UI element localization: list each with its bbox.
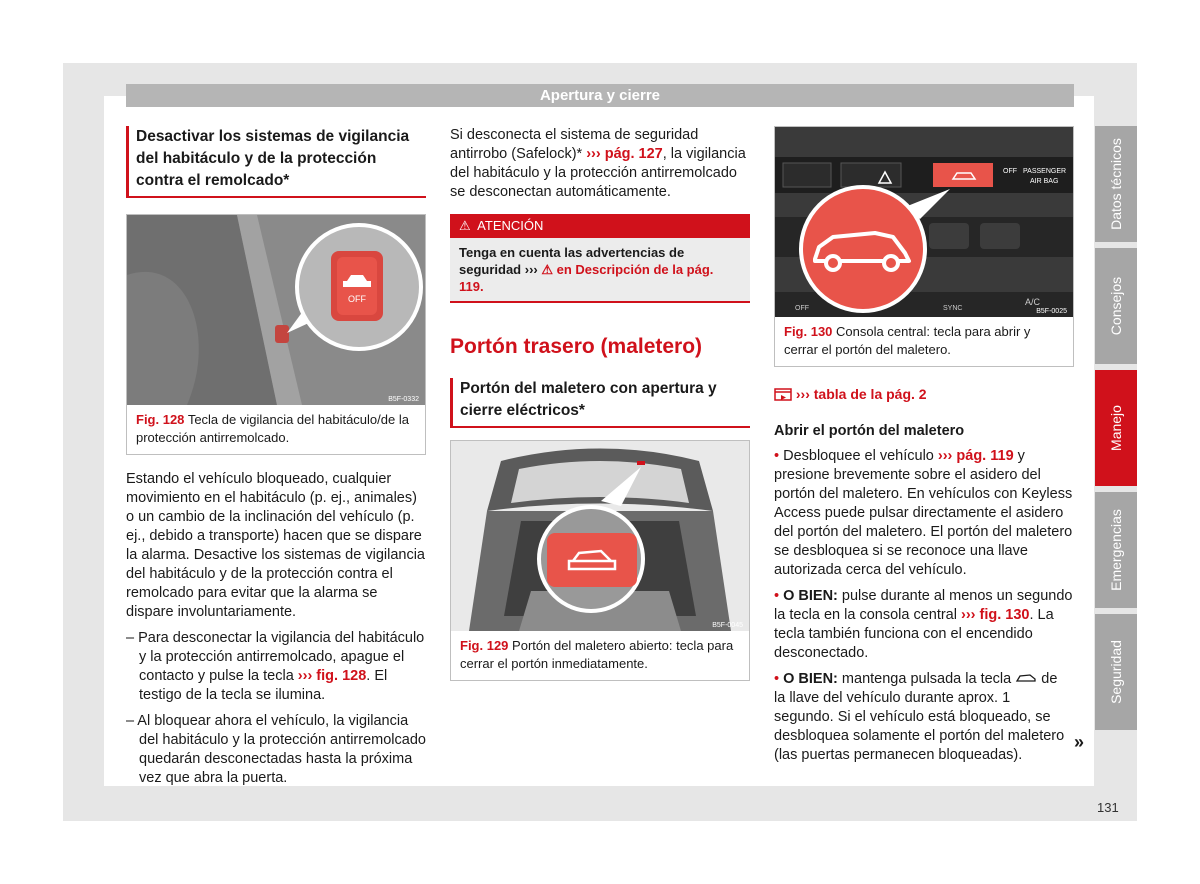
pag-119-link[interactable]: en Descripción de la pág. 119. xyxy=(459,262,714,294)
page-header: Apertura y cierre xyxy=(126,84,1074,107)
figure-129-caption xyxy=(451,631,749,680)
tab-seguridad[interactable]: Seguridad xyxy=(1095,614,1137,730)
figure-number: Fig. 129 xyxy=(460,638,509,653)
bullet-icon: • xyxy=(774,671,780,687)
page-number: 131 xyxy=(1097,800,1119,815)
fig-130-link[interactable]: ››› fig. 130 xyxy=(961,607,1030,623)
warning-triangle-icon: ⚠ xyxy=(541,262,554,277)
caption-text: Tecla de vigilancia del habitáculo/de la protección antirremolcado. xyxy=(136,412,409,445)
airbag-label: AIR BAG xyxy=(1030,178,1059,185)
tab-datos-tecnicos[interactable]: Datos técnicos xyxy=(1095,126,1137,242)
pag-127-link[interactable]: ››› pág. 127 xyxy=(586,146,663,162)
figure-code: B5F-0332 xyxy=(388,396,419,403)
bullet-item-1: • Desbloquee el vehículo ››› pág. 119 y presione brevemente sobre el asidero del portón del maletero. En vehículos con Keyless Access puede pulsar directamente el asidero del portón del maletero. El portón del maletero se desbloquea si se reconoce una llave autorizada cerca del vehículo. xyxy=(774,448,1073,578)
column-right xyxy=(774,126,1085,765)
off-label-bottom: OFF xyxy=(795,305,809,312)
figure-128 xyxy=(126,214,426,455)
bullet-icon: • xyxy=(774,448,780,464)
dash-item-2: – Al bloquear ahora el vehículo, la vigilancia del habitáculo y la protección antirremolcado quedarán desconectadas hasta la próxima vez que abra la puerta. xyxy=(126,713,426,786)
warning-box xyxy=(450,214,750,303)
tabla-pag-2-link[interactable]: ››› tabla de la pág. 2 xyxy=(795,386,927,402)
off-label: OFF xyxy=(1003,168,1017,175)
figure-number: Fig. 128 xyxy=(136,412,185,427)
sync-label: SYNC xyxy=(943,305,963,312)
figure-130-caption xyxy=(775,317,1073,366)
fig-128-link[interactable]: ››› fig. 128 xyxy=(297,668,367,684)
figure-code: B5F-0025 xyxy=(1036,308,1067,315)
figure-129 xyxy=(450,440,750,681)
column-left xyxy=(126,126,426,788)
pag-119-link-2[interactable]: ››› pág. 119 xyxy=(937,448,1014,464)
bullet-icon: • xyxy=(774,588,780,604)
warning-body: Tenga en cuenta las advertencias de seguridad ››› ⚠ en Descripción de la pág. 119. xyxy=(450,238,750,303)
continue-mark: » xyxy=(1074,732,1085,752)
dash-item-1: – Para desconectar la vigilancia del habitáculo y la protección antirremolcado, apague el contacto y pulse la tecla ››› fig. 128. El testigo de la tecla se ilumina. xyxy=(126,630,425,703)
section-title-vigilancia: Desactivar los sistemas de vigilancia del habitáculo y de la protección contra el remolcado* xyxy=(126,126,426,198)
section-title-porton: Portón del maletero con apertura y cierre eléctricos* xyxy=(450,378,750,428)
column-middle xyxy=(450,126,750,681)
figure-129-image xyxy=(451,441,749,631)
off-label: OFF xyxy=(348,294,366,304)
table-icon xyxy=(774,387,792,401)
figure-128-image xyxy=(127,215,425,405)
figure-128-caption xyxy=(127,405,425,454)
warning-icon: ⚠ xyxy=(459,218,471,233)
table-reference xyxy=(774,385,1074,404)
caption-text: Consola central: tecla para abrir y cerrar el portón del maletero. xyxy=(784,324,1031,357)
figure-130-image xyxy=(775,127,1073,317)
chapter-title: Portón trasero (maletero) xyxy=(450,335,703,358)
figure-number: Fig. 130 xyxy=(784,324,833,339)
ac-label: A/C xyxy=(1025,297,1041,307)
subheading-abrir: Abrir el portón del maletero xyxy=(774,423,965,439)
intro-paragraph: Si desconecta el sistema de seguridad antirrobo (Safelock)* ››› pág. 127, la vigilancia del habitáculo y la protección antirremolcado se desconectan automáticamente. xyxy=(450,127,746,200)
body-paragraph: Estando el vehículo bloqueado, cualquier movimiento en el habitáculo (p. ej., animales) o un cambio de la inclinación del vehículo (p. ej., debido a transporte) hacen que se dispare la alarma. Desactive los sistemas de vigilancia del habitáculo y de la protección contra el remolcado para evitar que la alarma se dispare involuntariamente. xyxy=(126,471,425,620)
tab-manejo[interactable]: Manejo xyxy=(1095,370,1137,486)
bullet-item-3: • O BIEN: mantenga pulsada la tecla de la llave del vehículo durante aprox. 1 segundo. Si el vehículo está bloqueado, se desbloquea solamente el portón del maletero (las puertas permanecen bloqueadas). xyxy=(774,671,1065,763)
warning-header: ⚠ ATENCIÓN xyxy=(450,214,750,238)
passenger-label: PASSENGER xyxy=(1023,168,1067,175)
bullet-item-2: • O BIEN: pulse durante al menos un segundo la tecla en la consola central ››› fig. 130. La tecla también funciona con el encendido desconectado. xyxy=(774,588,1073,661)
figure-code: B5F-0045 xyxy=(712,622,743,629)
tab-consejos[interactable]: Consejos xyxy=(1095,248,1137,364)
caption-text: Portón del maletero abierto: tecla para cerrar el portón inmediatamente. xyxy=(460,638,734,671)
figure-130 xyxy=(774,126,1074,367)
tab-emergencias[interactable]: Emergencias xyxy=(1095,492,1137,608)
car-tailgate-icon xyxy=(1015,673,1037,683)
